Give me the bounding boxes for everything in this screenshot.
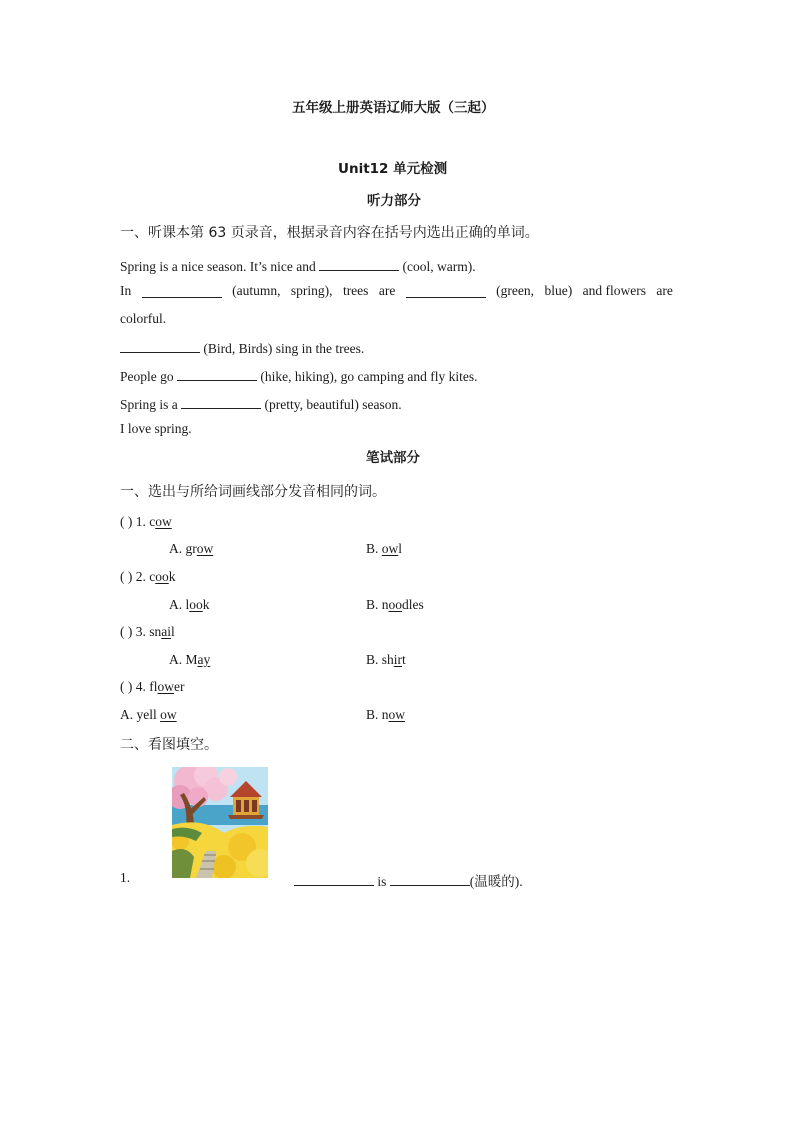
option-a[interactable] <box>169 541 213 557</box>
option-text: B. n <box>366 707 389 722</box>
listening-line-1 <box>120 256 476 275</box>
line-text: (cool, warm). <box>402 259 476 274</box>
line-text: trees <box>342 283 369 298</box>
underlined-sound: ai <box>161 624 171 639</box>
answer-blank[interactable] <box>294 871 374 886</box>
line-text: Spring is a nice season. It’s nice and <box>120 259 316 274</box>
listening-instruction: 一、听课本第 63 页录音，根据录音内容在括号内选出正确的单词。 <box>120 225 539 241</box>
listening-line-6: I love spring. <box>120 421 192 436</box>
option-text: t <box>402 652 406 667</box>
question-text: ( ) 3. sn <box>120 624 162 639</box>
line-text: spring), <box>290 283 333 298</box>
option-text: A. M <box>169 652 198 667</box>
underlined-sound: oo <box>155 569 169 584</box>
option-b[interactable] <box>366 707 405 723</box>
option-text: A. gr <box>169 541 197 556</box>
sentence-text: is <box>377 874 387 889</box>
answer-blank[interactable] <box>390 871 470 886</box>
option-a[interactable] <box>169 597 210 613</box>
underlined-sound: ow <box>196 541 214 556</box>
option-b[interactable] <box>366 541 402 557</box>
option-b[interactable] <box>366 597 424 613</box>
option-text: B. <box>366 541 382 556</box>
answer-blank[interactable] <box>120 338 200 353</box>
underlined-sound: ow <box>388 707 406 722</box>
answer-blank[interactable] <box>142 283 222 298</box>
hint-text: (温暖的). <box>469 874 523 889</box>
line-text: (hike, hiking), go camping and fly kites. <box>260 369 478 384</box>
answer-blank[interactable] <box>181 394 261 409</box>
question-text: l <box>171 624 175 639</box>
line-text: blue) <box>544 283 573 298</box>
line-text: Spring is a <box>120 397 178 412</box>
document-title: 五年级上册英语辽师大版（三起） <box>292 100 495 116</box>
listening-line-3 <box>120 338 364 357</box>
line-text: (Bird, Birds) sing in the trees. <box>203 341 365 356</box>
line-text: (green, <box>496 283 535 298</box>
writing-section-title: 笔试部分 <box>366 450 420 466</box>
option-text: A. l <box>169 597 190 612</box>
line-text: In <box>120 283 132 298</box>
option-a[interactable] <box>169 652 210 668</box>
line-text: (pretty, beautiful) season. <box>264 397 402 412</box>
underlined-sound: ow <box>157 679 174 694</box>
question-4 <box>120 679 185 695</box>
question-1 <box>120 514 172 530</box>
option-text: l <box>398 541 403 556</box>
question-3 <box>120 624 175 640</box>
line-text: are <box>378 283 396 298</box>
question-2 <box>120 569 175 585</box>
underlined-sound: ow <box>155 514 172 529</box>
spring-pavilion-picture <box>172 767 268 878</box>
line-text: and flowers <box>582 283 646 298</box>
picture-item-1-sentence <box>294 870 523 890</box>
answer-blank[interactable] <box>319 256 399 271</box>
line-text: People go <box>120 369 174 384</box>
underlined-sound: ow <box>381 541 399 556</box>
picture-item-1-number: 1. <box>120 870 131 885</box>
writing-instruction-2: 二、看图填空。 <box>120 737 218 753</box>
question-text: ( ) 1. c <box>120 514 156 529</box>
option-text: B. n <box>366 597 389 612</box>
listening-line-4 <box>120 366 477 385</box>
line-text: (autumn, <box>232 283 281 298</box>
listening-line-2-continued: colorful. <box>120 311 167 326</box>
line-text: are <box>656 283 673 298</box>
underlined-sound: ay <box>197 652 211 667</box>
option-text: A. yell <box>120 707 161 722</box>
option-b[interactable] <box>366 652 406 668</box>
underlined-sound: oo <box>388 597 403 612</box>
question-text: k <box>168 569 176 584</box>
listening-section-title: 听力部分 <box>367 193 421 209</box>
question-text: ( ) 2. c <box>120 569 156 584</box>
listening-line-2 <box>120 283 673 299</box>
question-text: er <box>174 679 185 694</box>
option-text: B. sh <box>366 652 394 667</box>
underlined-sound: ow <box>160 707 177 722</box>
option-text: k <box>202 597 210 612</box>
answer-blank[interactable] <box>406 283 486 298</box>
question-text: ( ) 4. fl <box>120 679 158 694</box>
option-text: dles <box>402 597 424 612</box>
option-a[interactable] <box>120 707 177 723</box>
underlined-sound: ir <box>393 652 403 667</box>
answer-blank[interactable] <box>177 366 257 381</box>
underlined-sound: oo <box>189 597 203 612</box>
writing-instruction-1: 一、选出与所给词画线部分发音相同的词。 <box>120 484 386 500</box>
unit-title: Unit12 单元检测 <box>338 161 448 177</box>
listening-line-5 <box>120 394 402 413</box>
